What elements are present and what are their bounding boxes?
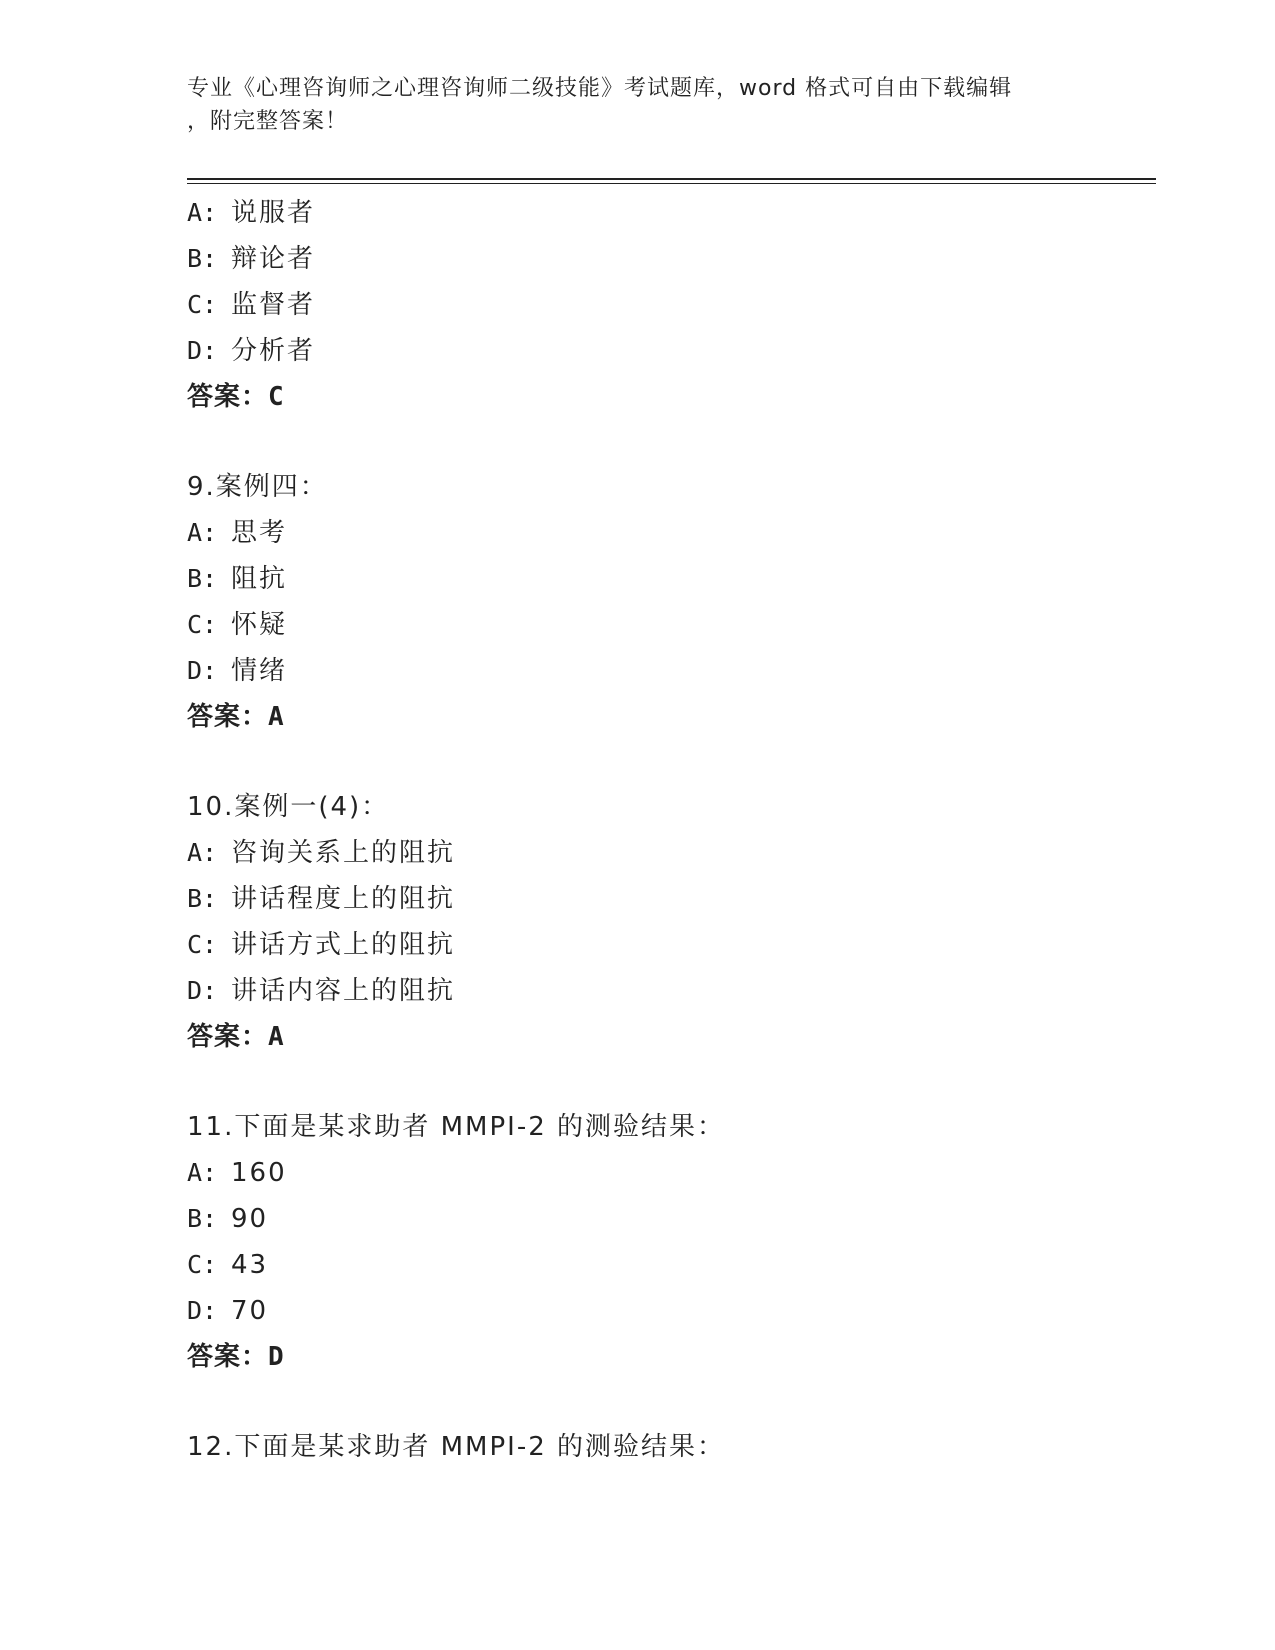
question-block [187,784,1147,1060]
question-list [187,190,1147,1470]
option-c [187,922,1147,968]
option-a [187,830,1147,876]
question-title: 9.案例四： [187,472,328,502]
option-text: 怀疑 [231,610,288,640]
option-text: 分析者 [231,336,316,366]
answer-label: 答案： [187,382,269,412]
header-divider-thin [187,183,1156,184]
option-key: B: [187,884,218,913]
option-a [187,190,1147,236]
option-key: C: [187,1250,218,1279]
option-key: C: [187,290,218,319]
answer-label: 答案： [187,702,269,732]
option-text: 监督者 [231,290,316,320]
option-text: 思考 [231,518,288,548]
option-key: A: [187,838,218,867]
option-text: 阻抗 [231,564,288,594]
question-title: 11.下面是某求助者 MMPI-2 的测验结果： [187,1112,726,1142]
block-spacer [187,1380,1147,1424]
option-key: A: [187,198,218,227]
option-text: 辩论者 [231,244,316,274]
option-text: 43 [231,1250,269,1280]
option-d [187,328,1147,374]
answer-line [187,374,1147,420]
answer-value: D [268,1342,285,1372]
option-key: D: [187,656,218,685]
answer-label: 答案： [187,1022,269,1052]
option-a [187,1150,1147,1196]
option-c [187,1242,1147,1288]
option-key: A: [187,518,218,547]
option-b [187,1196,1147,1242]
answer-value: A [268,1022,285,1052]
option-key: B: [187,564,218,593]
option-text: 160 [231,1158,287,1188]
answer-label: 答案： [187,1342,269,1372]
option-text: 90 [231,1204,269,1234]
option-key: B: [187,244,218,273]
option-key: D: [187,1296,218,1325]
option-text: 说服者 [231,198,316,228]
option-key: D: [187,336,218,365]
option-text: 讲话方式上的阻抗 [231,930,456,960]
option-key: A: [187,1158,218,1187]
block-spacer [187,1060,1147,1104]
option-c [187,282,1147,328]
block-spacer [187,740,1147,784]
answer-line [187,694,1147,740]
option-d [187,968,1147,1014]
option-text: 情绪 [231,656,288,686]
option-d [187,1288,1147,1334]
question-block [187,190,1147,420]
option-b [187,236,1147,282]
option-text: 70 [231,1296,269,1326]
question-title: 12.下面是某求助者 MMPI-2 的测验结果： [187,1432,726,1462]
option-key: C: [187,930,218,959]
option-b [187,876,1147,922]
header-divider-thick [187,178,1156,180]
option-b [187,556,1147,602]
option-key: D: [187,976,218,1005]
answer-line [187,1014,1147,1060]
question-title: 10.案例一(4)： [187,792,390,822]
option-a [187,510,1147,556]
block-spacer [187,420,1147,464]
question-block [187,464,1147,740]
option-text: 咨询关系上的阻抗 [231,838,456,868]
document-header [187,72,1087,138]
option-key: C: [187,610,218,639]
option-c [187,602,1147,648]
question-block [187,1104,1147,1380]
header-title-line-2: ，附完整答案！ [187,109,349,134]
option-text: 讲话程度上的阻抗 [231,884,456,914]
answer-value: C [268,382,285,412]
header-title-line-1: 专业《心理咨询师之心理咨询师二级技能》考试题库，word 格式可自由下载编辑 [187,76,1013,101]
option-key: B: [187,1204,218,1233]
answer-value: A [268,702,285,732]
option-text: 讲话内容上的阻抗 [231,976,456,1006]
answer-line [187,1334,1147,1380]
option-d [187,648,1147,694]
question-block [187,1424,1147,1470]
